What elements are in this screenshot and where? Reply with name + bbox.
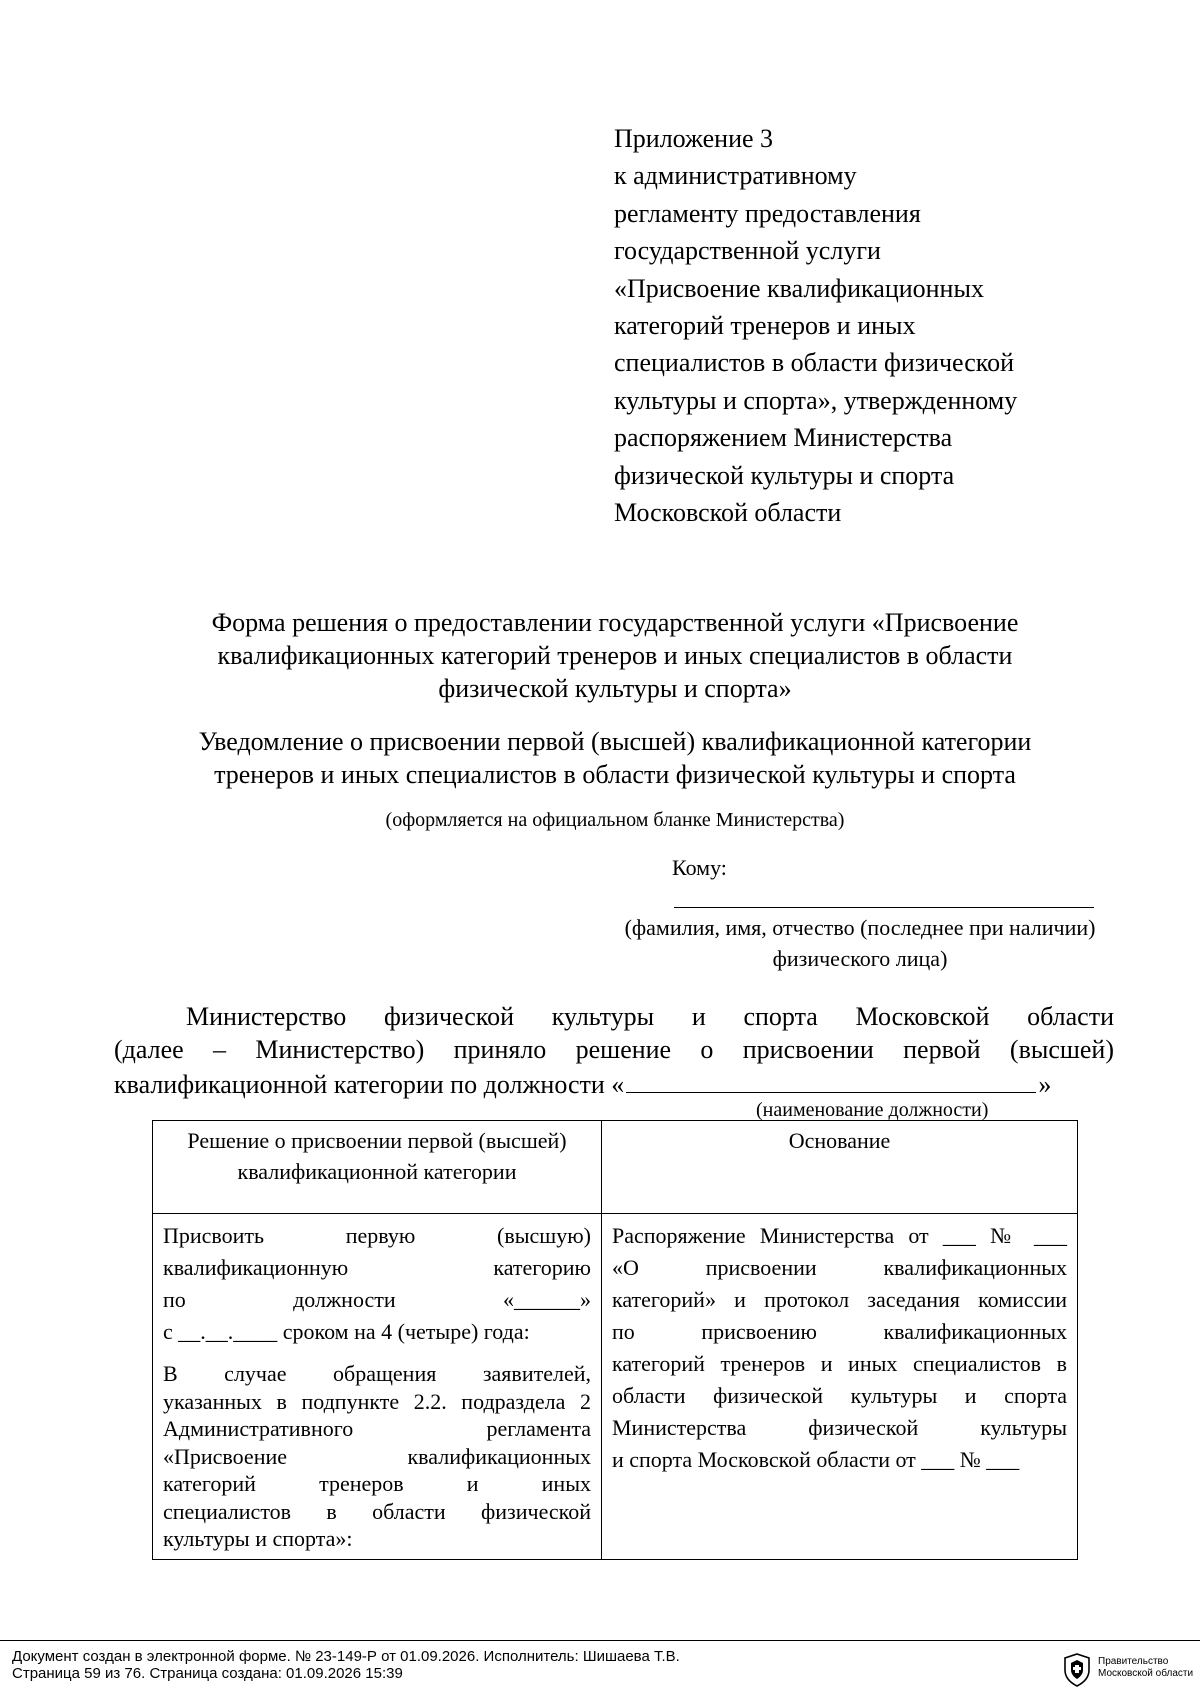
- cell-line: культуры и спорта»:: [163, 1526, 353, 1551]
- form-title-line: квалификационных категорий тренеров и иных специалистов в области: [217, 641, 1013, 670]
- decision-cell: [153, 1214, 602, 1560]
- recipient-label: Кому:: [672, 855, 727, 880]
- document-footer: [0, 1640, 1200, 1699]
- cell-line: по должности «______»: [163, 1287, 591, 1312]
- table-row: [153, 1214, 1078, 1560]
- recipient-hint-line: физического лица): [772, 946, 948, 971]
- org-line: Московской области: [1098, 1668, 1194, 1679]
- notice-title-line: тренеров и иных специалистов в области физической культуры и спорта: [214, 760, 1016, 789]
- cell-line: специалистов в области физической: [163, 1498, 591, 1524]
- applicant-case-block: [163, 1360, 591, 1553]
- blank-note: (оформляется на официальном бланке Министерства): [385, 809, 845, 831]
- cell-line: Присвоить первую (высшую): [163, 1223, 591, 1248]
- position-hint: (наименование должности): [756, 1099, 989, 1121]
- cell-line: указанных в подпункте 2.2. подраздела 2: [163, 1388, 591, 1414]
- footer-line: Документ создан в электронной форме. № 23-149-Р от 01.09.2026. Исполнитель: Шишаева Т.В.: [12, 1648, 680, 1665]
- cell-line: и спорта Московской области от ___ № ___: [612, 1447, 1020, 1472]
- paragraph-line-end: »: [1038, 1070, 1052, 1099]
- appendix-line: к административному: [614, 161, 857, 191]
- cell-line: «Присвоение квалификационных: [163, 1443, 591, 1469]
- recipient-hint: [580, 912, 1140, 974]
- cell-line: квалификационную категорию: [163, 1255, 591, 1280]
- cell-line: В случае обращения заявителей,: [163, 1361, 591, 1386]
- appendix-line: категорий тренеров и иных: [614, 311, 916, 341]
- cell-line: «О присвоении квалификационных: [612, 1255, 1067, 1280]
- appendix-line: специалистов в области физической: [614, 348, 1014, 378]
- form-title-line: Форма решения о предоставлении государственной услуги «Присвоение: [211, 608, 1019, 637]
- footer-line: Страница 59 из 76. Страница создана: 01.09.2026 15:39: [12, 1665, 403, 1682]
- decision-paragraph: [114, 1000, 1114, 1101]
- cell-line: категорий тренеров и иных: [163, 1471, 591, 1496]
- appendix-line: культуры и спорта», утвержденному: [614, 385, 1018, 415]
- footer-text: [12, 1648, 680, 1682]
- cell-line: с __.__.____ сроком на 4 (четыре) года:: [163, 1319, 530, 1344]
- cell-line: Распоряжение Министерства от ___ № ___: [612, 1223, 1067, 1248]
- appendix-line: физической культуры и спорта: [614, 460, 955, 490]
- cell-line: категорий» и протокол заседания комиссии: [612, 1287, 1067, 1312]
- form-title: [110, 606, 1120, 705]
- appendix-line: «Присвоение квалификационных: [614, 273, 984, 303]
- cell-line: категорий тренеров и иных специалистов в: [612, 1351, 1067, 1376]
- appendix-line: Московской области: [614, 498, 842, 528]
- cell-line: Министерства физической культуры: [612, 1415, 1067, 1440]
- table-header-decision: Решение о присвоении первой (высшей) квалификационной категории: [153, 1121, 602, 1214]
- paragraph-line: (далее – Министерство) приняло решение о присвоении первой (высшей): [114, 1035, 1114, 1064]
- government-logo: [1062, 1653, 1192, 1687]
- position-blank: [626, 1066, 1036, 1093]
- recipient-blank-line: [674, 907, 1094, 908]
- recipient-hint-line: (фамилия, имя, отчество (последнее при наличии): [624, 915, 1096, 940]
- coat-of-arms-icon: [1062, 1653, 1092, 1687]
- decision-table: [152, 1120, 1078, 1560]
- cell-line: Административного регламента: [163, 1416, 591, 1441]
- form-title-line: физической культуры и спорта»: [438, 674, 792, 703]
- cell-line: по присвоению квалификационных: [612, 1319, 1067, 1344]
- paragraph-line: Министерство физической культуры и спорта Московской области: [186, 1002, 1114, 1031]
- table-header-row: [153, 1121, 1078, 1214]
- government-org-name: [1098, 1656, 1193, 1680]
- appendix-header: [614, 120, 1134, 531]
- paragraph-line: [114, 1066, 1114, 1101]
- notice-title: [110, 725, 1120, 791]
- org-line: Правительство: [1098, 1656, 1169, 1667]
- appendix-line: государственной услуги: [614, 236, 881, 266]
- notice-title-line: Уведомление о присвоении первой (высшей) квалификационной категории: [198, 727, 1032, 756]
- appendix-line: Приложение 3: [614, 124, 774, 153]
- appendix-line: распоряжением Министерства: [614, 423, 953, 453]
- paragraph-line-text: квалификационной категории по должности «: [114, 1070, 625, 1099]
- cell-line: области физической культуры и спорта: [612, 1383, 1067, 1408]
- basis-cell: [602, 1214, 1078, 1560]
- appendix-line: регламенту предоставления: [614, 198, 921, 228]
- table-header-basis: Основание: [602, 1121, 1078, 1214]
